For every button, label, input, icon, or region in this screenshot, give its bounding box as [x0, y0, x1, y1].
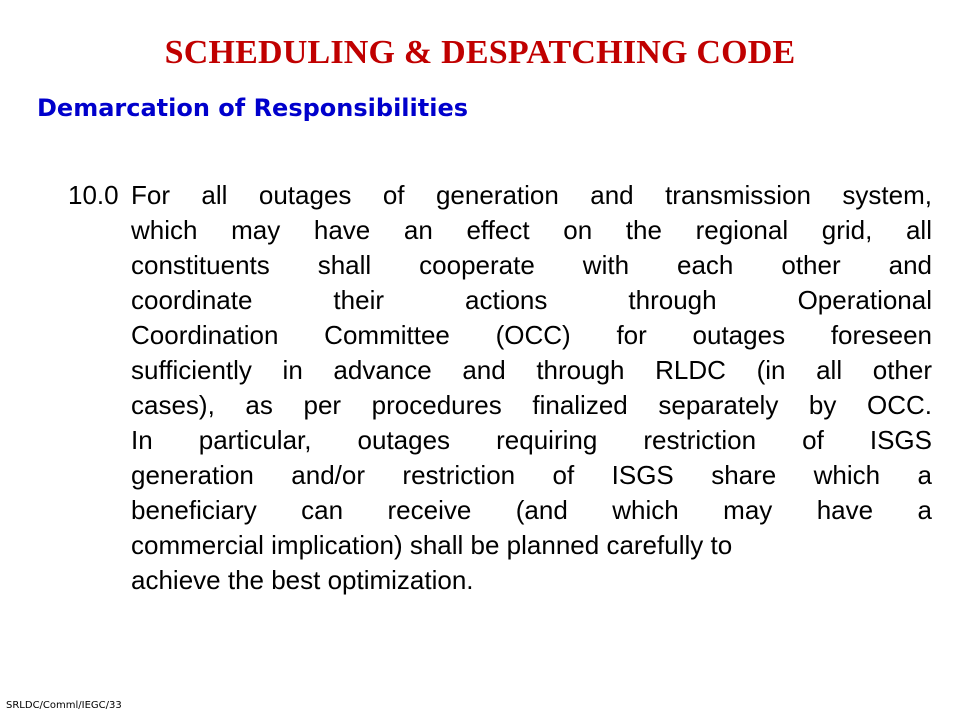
clause-line: achieve the best optimization.	[131, 565, 474, 595]
clause-line: commercial implication) shall be planned carefully to	[131, 530, 733, 560]
clause-line: For all outages of generation and transmission system,	[131, 180, 932, 210]
clause-line: coordinate their actions through Operational	[131, 285, 932, 315]
clause-line: sufficiently in advance and through RLDC (in all other	[131, 355, 932, 385]
section-heading: Demarcation of Responsibilities	[37, 94, 469, 122]
clause-line: cases), as per procedures finalized separately by OCC.	[131, 390, 932, 420]
clause-line: In particular, outages requiring restriction of ISGS	[131, 425, 932, 455]
clause-line: constituents shall cooperate with each other and	[131, 250, 932, 280]
clause-line: Coordination Committee (OCC) for outages foreseen	[131, 320, 932, 350]
slide-reference-footer: SRLDC/Comml/IEGC/33	[6, 700, 122, 711]
clause-line: beneficiary can receive (and which may have a	[131, 495, 932, 525]
slide-title: SCHEDULING & DESPATCHING CODE	[164, 34, 796, 71]
clause-line: generation and/or restriction of ISGS share which a	[131, 460, 932, 490]
clause-text	[131, 178, 932, 598]
clause-line: which may have an effect on the regional grid, all	[131, 215, 932, 245]
clause-number: 10.0	[68, 180, 119, 210]
